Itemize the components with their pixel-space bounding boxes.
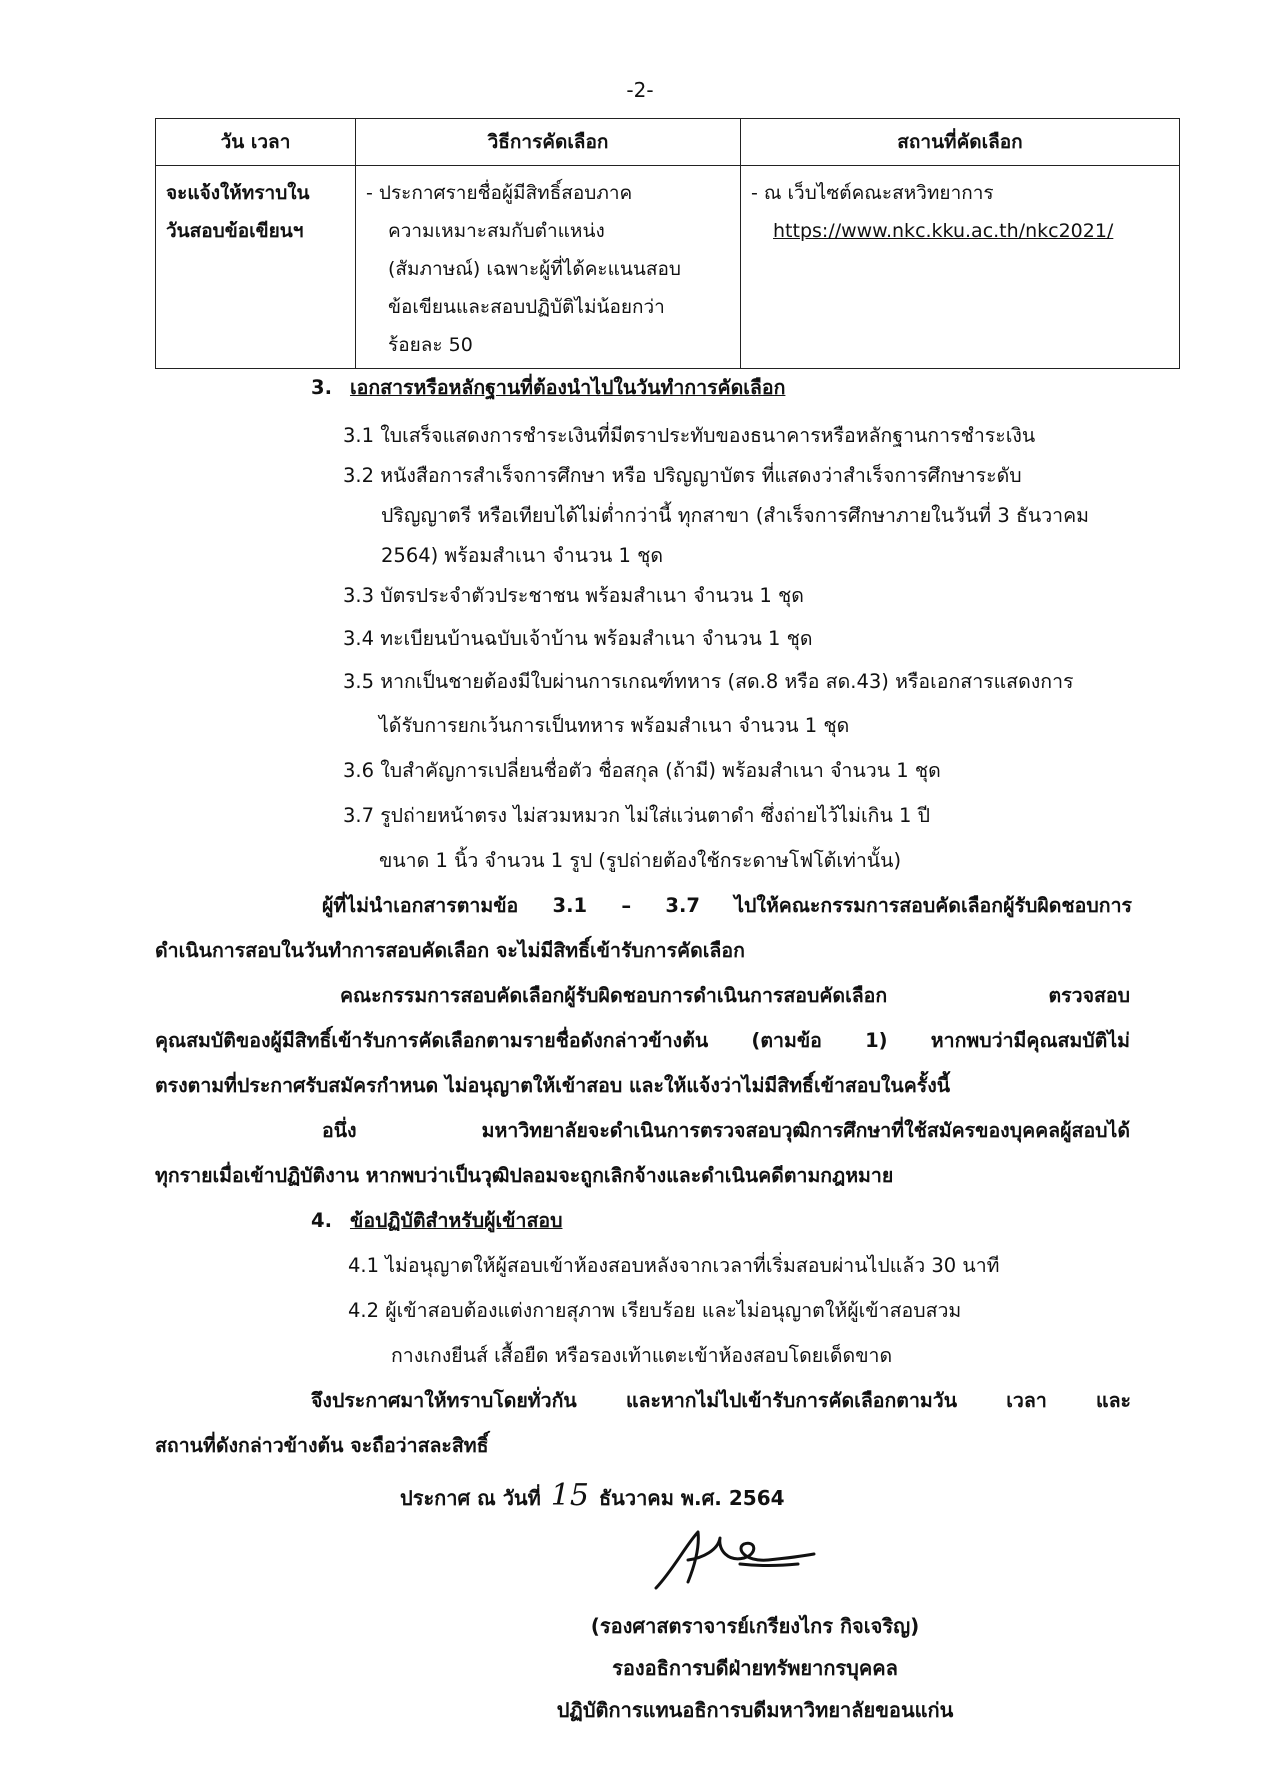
signatory-acting: ปฏิบัติการแทนอธิการบดีมหาวิทยาลัยขอนแก่น — [556, 1698, 954, 1722]
check-line: ตรงตามที่ประกาศรับสมัครกำหนด ไม่อนุญาตให้เข้าสอบ และให้แจ้งว่าไม่มีสิทธิ์เข้าสอบในครั้งนี้ — [155, 1074, 951, 1097]
place-line: - ณ เว็บไซต์คณะสหวิทยาการ — [751, 182, 994, 204]
warning-line: ผู้ที่ไม่นำเอกสารตามข้อ 3.1 – 3.7 ไปให้คณะกรรมการสอบคัดเลือกผู้รับผิดชอบการ — [322, 894, 1132, 917]
header-place: สถานที่คัดเลือก — [741, 119, 1180, 166]
announce-day-handwritten: 15 — [550, 1478, 589, 1513]
list-item-3-7: 3.7 รูปถ่ายหน้าตรง ไม่สวมหมวก ไม่ใส่แว่นตาดำ ซึ่งถ่ายไว้ไม่เกิน 1 ปี — [343, 804, 930, 827]
check-line: คณะกรรมการสอบคัดเลือกผู้รับผิดชอบการดำเนินการสอบคัดเลือก ตรวจสอบ — [340, 984, 1130, 1007]
list-item-3-4: 3.4 ทะเบียนบ้านฉบับเจ้าบ้าน พร้อมสำเนา จำนวน 1 ชุด — [343, 627, 813, 650]
schedule-table — [155, 118, 1180, 369]
method-line: ข้อเขียนและสอบปฏิบัติไม่น้อยกว่า — [388, 296, 665, 318]
list-item-3-6: 3.6 ใบสำคัญการเปลี่ยนชื่อตัว ชื่อสกุล (ถ้ามี) พร้อมสำเนา จำนวน 1 ชุด — [343, 759, 941, 782]
list-item-3-2-cont: 2564) พร้อมสำเนา จำนวน 1 ชุด — [381, 544, 664, 567]
section4-title: ข้อปฏิบัติสำหรับผู้เข้าสอบ — [349, 1209, 563, 1232]
list-item-3-2-cont: ปริญญาตรี หรือเทียบได้ไม่ต่ำกว่านี้ ทุกสาขา (สำเร็จการศึกษาภายในวันที่ 3 ธันวาคม — [381, 504, 1089, 527]
signatory-name: (รองศาสตราจารย์เกรียงไกร กิจเจริญ) — [590, 1614, 920, 1638]
method-line: - ประกาศรายชื่อผู้มีสิทธิ์สอบภาค — [366, 182, 633, 204]
verify-line: อนึ่ง มหาวิทยาลัยจะดำเนินการตรวจสอบวุฒิการศึกษาที่ใช้สมัครของบุคคลผู้สอบได้ — [322, 1119, 1130, 1142]
list-item-3-5: 3.5 หากเป็นชายต้องมีใบผ่านการเกณฑ์ทหาร (สด.8 หรือ สด.43) หรือเอกสารแสดงการ — [343, 670, 1074, 693]
table-row — [156, 166, 1180, 369]
cell-datetime — [156, 166, 356, 369]
page-number: -2- — [626, 78, 654, 102]
list-item-4-2-cont: กางเกงยีนส์ เสื้อยืด หรือรองเท้าแตะเข้าห้องสอบโดยเด็ดขาด — [391, 1344, 893, 1367]
section3-number: 3. — [311, 376, 332, 399]
header-method: วิธีการคัดเลือก — [356, 119, 741, 166]
closing-line: สถานที่ดังกล่าวข้างต้น จะถือว่าสละสิทธิ์ — [155, 1434, 489, 1457]
date-line: จะแจ้งให้ทราบใน — [166, 182, 310, 204]
list-item-3-7-cont: ขนาด 1 นิ้ว จำนวน 1 รูป (รูปถ่ายต้องใช้กระดาษโฟโต้เท่านั้น) — [379, 849, 902, 872]
announce-prefix: ประกาศ ณ วันที่ — [400, 1486, 541, 1510]
list-item-3-2: 3.2 หนังสือการสำเร็จการศึกษา หรือ ปริญญาบัตร ที่แสดงว่าสำเร็จการศึกษาระดับ — [343, 464, 1022, 487]
list-item-3-5-cont: ได้รับการยกเว้นการเป็นทหาร พร้อมสำเนา จำนวน 1 ชุด — [379, 714, 850, 737]
list-item-4-2: 4.2 ผู้เข้าสอบต้องแต่งกายสุภาพ เรียบร้อย และไม่อนุญาตให้ผู้เข้าสอบสวม — [348, 1299, 962, 1322]
website-link[interactable]: https://www.nkc.kku.ac.th/nkc2021/ — [773, 220, 1114, 242]
closing-line: จึงประกาศมาให้ทราบโดยทั่วกัน และหากไม่ไปเข้ารับการคัดเลือกตามวัน เวลา และ — [311, 1389, 1131, 1412]
method-line: (สัมภาษณ์) เฉพาะผู้ที่ได้คะแนนสอบ — [388, 258, 681, 280]
list-item-3-1: 3.1 ใบเสร็จแสดงการชำระเงินที่มีตราประทับของธนาคารหรือหลักฐานการชำระเงิน — [343, 424, 1036, 447]
method-line: ร้อยละ 50 — [388, 334, 473, 356]
verify-line: ทุกรายเมื่อเข้าปฏิบัติงาน หากพบว่าเป็นวุฒิปลอมจะถูกเลิกจ้างและดำเนินคดีตามกฎหมาย — [155, 1164, 894, 1187]
cell-method — [356, 166, 741, 369]
list-item-4-1: 4.1 ไม่อนุญาตให้ผู้สอบเข้าห้องสอบหลังจากเวลาที่เริ่มสอบผ่านไปแล้ว 30 นาที — [348, 1254, 1000, 1277]
warning-line: ดำเนินการสอบในวันทำการสอบคัดเลือก จะไม่มีสิทธิ์เข้ารับการคัดเลือก — [155, 939, 745, 962]
section3-title: เอกสารหรือหลักฐานที่ต้องนำไปในวันทำการคัดเลือก — [349, 376, 786, 399]
list-item-3-3: 3.3 บัตรประจำตัวประชาชน พร้อมสำเนา จำนวน 1 ชุด — [343, 584, 804, 607]
announce-suffix: ธันวาคม พ.ศ. 2564 — [598, 1486, 785, 1510]
announce-date — [400, 1478, 785, 1514]
cell-place — [741, 166, 1180, 369]
check-line: คุณสมบัติของผู้มีสิทธิ์เข้ารับการคัดเลือกตามรายชื่อดังกล่าวข้างต้น (ตามข้อ 1) หากพบว่ามีคุณสมบัติไม่ — [155, 1029, 1130, 1052]
method-line: ความเหมาะสมกับตำแหน่ง — [388, 220, 605, 242]
table-header-row — [156, 119, 1180, 166]
signatory-position: รองอธิการบดีฝ่ายทรัพยากรบุคคล — [612, 1656, 898, 1680]
header-datetime: วัน เวลา — [156, 119, 356, 166]
section4-heading — [311, 1205, 562, 1236]
date-line: วันสอบข้อเขียนฯ — [166, 220, 304, 242]
section3-heading — [311, 372, 785, 403]
signature-image — [648, 1520, 818, 1600]
section4-number: 4. — [311, 1209, 332, 1232]
